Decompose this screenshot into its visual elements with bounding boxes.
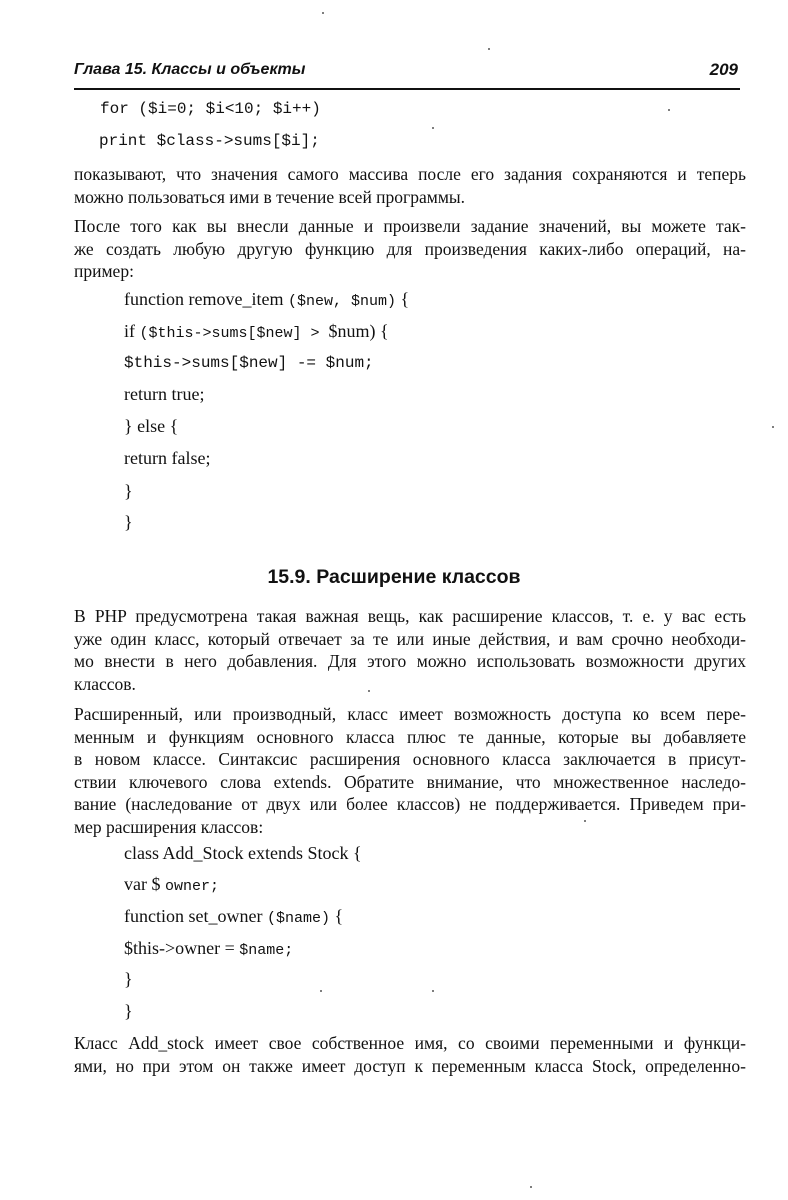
paragraph xyxy=(74,605,746,695)
paragraph xyxy=(74,1032,746,1077)
text-line: пример: xyxy=(74,261,134,281)
code-line xyxy=(124,875,219,894)
code-line: } xyxy=(124,1001,133,1021)
text-line: менным и функциям основного класса плюс те данные, которые вы добавляете xyxy=(74,726,746,747)
code-token: $num) { xyxy=(328,321,389,341)
scan-speck xyxy=(432,127,434,129)
page-number: 209 xyxy=(709,60,738,79)
paragraph xyxy=(74,163,746,208)
running-head xyxy=(74,58,740,90)
code-line: } xyxy=(124,512,133,532)
text-line: В PHP предусмотрена такая важная вещь, как расширение классов, т. е. у вас есть xyxy=(74,606,746,626)
text-line: ями, но при этом он также имеет доступ к переменным класса Stock, определенно- xyxy=(74,1055,746,1076)
text-line: показывают, что значения самого массива после его задания сохраняются и теперь xyxy=(74,164,746,184)
chapter-title: Глава 15. Классы и объекты xyxy=(74,61,306,78)
paragraph xyxy=(74,703,746,838)
text-line: мер расширения классов: xyxy=(74,816,264,837)
text-line: Расширенный, или производный, класс имеет возможность доступа ко всем пере- xyxy=(74,704,746,724)
scan-speck xyxy=(432,990,434,992)
scan-speck xyxy=(322,12,324,14)
code-line: $this->sums[$new] -= $num; xyxy=(124,354,374,372)
scan-speck xyxy=(320,990,322,992)
scan-speck xyxy=(772,426,774,428)
code-line: for ($i=0; $i<10; $i++) xyxy=(100,100,321,118)
code-token: ($this->sums[$new] > xyxy=(139,325,329,342)
code-line: } xyxy=(124,481,133,501)
section-heading: 15.9. Расширение классов xyxy=(267,566,521,588)
scan-speck xyxy=(584,820,586,822)
scan-speck xyxy=(488,48,490,50)
code-line xyxy=(124,290,409,309)
scan-speck xyxy=(368,690,370,692)
text-line: После того как вы внесли данные и произвели задание значений, вы можете так- xyxy=(74,216,746,236)
scan-speck xyxy=(530,1186,532,1188)
code-token: var $ xyxy=(124,874,165,894)
text-line: уже один класс, который отвечает за те или иные действия, и вам срочно необходи- xyxy=(74,628,746,649)
code-line: return true; xyxy=(124,384,205,404)
code-line: } xyxy=(124,969,133,989)
code-line: print $class->sums[$i]; xyxy=(99,132,320,150)
text-line: вание (наследование от двух или более классов) не поддерживается. Приведем при- xyxy=(74,794,746,814)
text-line: классов. xyxy=(74,673,136,694)
code-token: ($name) xyxy=(266,910,330,927)
text-line: в новом классе. Синтаксис расширения основного класса заключается в присут- xyxy=(74,749,746,769)
text-line: ствии ключевого слова extends. Обратите внимание, что множественное наследо- xyxy=(74,771,746,792)
code-token: if xyxy=(124,321,140,341)
text-line: же создать любую другую функцию для произведения каких-либо операций, на- xyxy=(74,238,746,259)
code-token: function remove_item xyxy=(124,289,288,309)
code-token: $this->owner = xyxy=(124,938,240,958)
text-line: можно пользоваться ими в течение всей программы. xyxy=(74,186,466,207)
code-token: ($new, $num) xyxy=(287,293,396,310)
code-line: return false; xyxy=(124,448,211,468)
code-line xyxy=(124,322,389,341)
code-token: { xyxy=(395,289,410,309)
code-line xyxy=(124,907,343,926)
code-token: { xyxy=(329,906,344,926)
code-line: } else { xyxy=(124,416,179,436)
code-line: class Add_Stock extends Stock { xyxy=(124,843,362,863)
code-token: function set_owner xyxy=(124,906,267,926)
code-token: $name; xyxy=(239,942,294,959)
code-token: owner; xyxy=(164,878,219,895)
code-line xyxy=(124,939,293,958)
text-line: мо внести в него добавления. Для этого можно использовать возможности других xyxy=(74,651,746,671)
text-line: Класс Add_stock имеет свое собственное имя, со своими переменными и функци- xyxy=(74,1033,746,1053)
paragraph xyxy=(74,215,746,283)
scan-speck xyxy=(668,109,670,111)
